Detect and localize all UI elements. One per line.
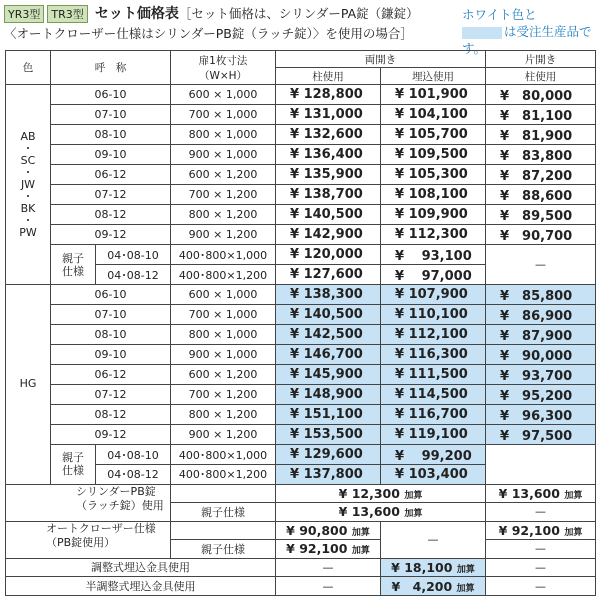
add-label: 加算 [404, 509, 423, 520]
table-row [6, 405, 596, 425]
title-note: ［セット価格は、シリンダーPA錠（鎌錠） [178, 6, 419, 21]
model-name: 06-12 [51, 365, 171, 385]
price: ¥ 131,000 [276, 105, 381, 125]
table-row [6, 325, 596, 345]
title-bar [4, 3, 419, 23]
table-row [6, 165, 596, 185]
price: ¥ 90,800 [286, 522, 348, 538]
table-row [6, 245, 596, 265]
price: ¥ 92,100 [498, 522, 560, 538]
na [486, 540, 596, 559]
table-row [6, 445, 596, 465]
table-row [6, 205, 596, 225]
price: ¥ 120,000 [276, 245, 381, 265]
add-label: 加算 [456, 584, 475, 594]
title-note-2: 〈オートクローザー仕様はシリンダーPB錠（ラッチ錠）〉を使用の場合］ [4, 26, 413, 41]
price: ¥ 4,200 [391, 579, 453, 594]
door-size: 400･800×1,200 [171, 265, 276, 285]
blue-swatch [462, 27, 502, 39]
door-size: 700 × 1,000 [171, 305, 276, 325]
price: ¥ 136,400 [276, 145, 381, 165]
door-size: 600 × 1,200 [171, 365, 276, 385]
na [276, 558, 381, 577]
price: ¥ 99,200 [381, 445, 486, 465]
price: ¥ 142,900 [276, 225, 381, 245]
price: ¥ 81,900 [486, 125, 596, 145]
price: ¥ 96,300 [486, 405, 596, 425]
price: ¥ 105,300 [381, 165, 486, 185]
price: ¥ 18,100 [391, 559, 453, 575]
dash: — [535, 560, 546, 574]
price: ¥ 95,200 [486, 385, 596, 405]
table-row [6, 365, 596, 385]
price: ¥ 89,500 [486, 205, 596, 225]
ac-pillar [276, 521, 381, 540]
ac-single [486, 521, 596, 540]
price: ¥ 153,500 [276, 425, 381, 445]
pb-oyako [276, 503, 486, 522]
table-row [6, 345, 596, 365]
price: ¥ 110,100 [381, 305, 486, 325]
model-name: 08-12 [51, 205, 171, 225]
color-cell: AB ・ SC ・ JW ・ BK ・ PW [6, 85, 51, 285]
oyako-label: 親子 仕様 [51, 245, 96, 285]
single-na [486, 445, 596, 485]
model-name: 04･08-12 [96, 265, 171, 285]
price: ¥ 93,700 [486, 365, 596, 385]
col-double: 両開き [276, 51, 486, 68]
price: ¥ 103,400 [381, 465, 486, 485]
dash: — [322, 579, 334, 593]
ac-oyako [276, 540, 381, 559]
price: ¥ 116,300 [381, 345, 486, 365]
door-size: 400･800×1,000 [171, 245, 276, 265]
price: ¥ 13,600 [498, 485, 560, 501]
dash: — [535, 542, 546, 556]
model-tag-yr3: YR3型 [4, 5, 44, 23]
col-size-unit: （W×H） [198, 69, 248, 82]
price: ¥ 142,500 [276, 325, 381, 345]
price: ¥ 127,600 [276, 265, 381, 285]
adj-label: 調整式埋込金具使用 [6, 558, 276, 577]
table-row [6, 85, 596, 105]
price: ¥ 101,900 [381, 85, 486, 105]
price-table [5, 50, 596, 596]
door-size: 400･800×1,200 [171, 465, 276, 485]
col-size [171, 51, 276, 85]
door-size: 800 × 1,000 [171, 325, 276, 345]
price: ¥ 108,100 [381, 185, 486, 205]
table-row [6, 558, 596, 577]
door-size: 400･800×1,000 [171, 445, 276, 465]
price: ¥ 13,600 [338, 504, 400, 520]
col-color: 色 [6, 51, 51, 85]
door-size: 800 × 1,200 [171, 205, 276, 225]
add-label: 加算 [351, 546, 370, 557]
price: ¥ 97,500 [486, 425, 596, 445]
table-row [6, 225, 596, 245]
price: ¥ 93,100 [381, 245, 486, 265]
model-name: 07-12 [51, 185, 171, 205]
model-name: 06-10 [51, 285, 171, 305]
model-name: 06-12 [51, 165, 171, 185]
price: ¥ 105,700 [381, 125, 486, 145]
price: ¥ 90,000 [486, 345, 596, 365]
add-label: 加算 [456, 564, 475, 575]
page-title: セット価格表 [94, 6, 179, 22]
model-name: 09-12 [51, 425, 171, 445]
pb-single [486, 484, 596, 503]
model-name: 09-12 [51, 225, 171, 245]
na [381, 521, 486, 558]
price: ¥ 112,100 [381, 325, 486, 345]
price: ¥ 12,300 [338, 485, 400, 501]
door-size: 900 × 1,000 [171, 145, 276, 165]
price: ¥ 87,200 [486, 165, 596, 185]
price: ¥ 140,500 [276, 305, 381, 325]
add-label: 加算 [351, 527, 370, 538]
door-size: 700 × 1,000 [171, 105, 276, 125]
price: ¥ 145,900 [276, 365, 381, 385]
model-name: 06-10 [51, 85, 171, 105]
col-single-pillar: 柱使用 [486, 68, 596, 85]
price: ¥ 138,300 [276, 285, 381, 305]
na [486, 558, 596, 577]
price: ¥ 109,900 [381, 205, 486, 225]
dash: — [427, 533, 439, 546]
price: ¥ 111,500 [381, 365, 486, 385]
model-name: 07-10 [51, 105, 171, 125]
pb-label: シリンダーPB錠 （ラッチ錠）使用 [6, 484, 171, 521]
door-size: 900 × 1,200 [171, 225, 276, 245]
price: ¥ 109,500 [381, 145, 486, 165]
price: ¥ 119,100 [381, 425, 486, 445]
note-line-2: は受注生産品です。 [462, 24, 592, 56]
door-size: 900 × 1,000 [171, 345, 276, 365]
col-pillar: 柱使用 [276, 68, 381, 85]
model-tag-tr3: TR3型 [47, 5, 87, 23]
table-row [6, 185, 596, 205]
dash: — [322, 560, 334, 574]
table-row [6, 105, 596, 125]
table-row [6, 305, 596, 325]
table-row [6, 385, 596, 405]
model-name: 08-10 [51, 325, 171, 345]
price: ¥ 107,900 [381, 285, 486, 305]
price: ¥ 92,100 [286, 541, 348, 557]
table-row [6, 145, 596, 165]
price: ¥ 112,300 [381, 225, 486, 245]
dash: — [535, 579, 546, 593]
add-label: 加算 [564, 527, 583, 538]
ac-label: オートクローザー仕様 （PB錠使用） [6, 521, 171, 558]
single-na: — [486, 245, 596, 285]
price: ¥ 81,100 [486, 105, 596, 125]
model-name: 08-12 [51, 405, 171, 425]
col-embed: 埋込使用 [381, 68, 486, 85]
table-row [6, 577, 596, 596]
price: ¥ 138,700 [276, 185, 381, 205]
price: ¥ 86,900 [486, 305, 596, 325]
na [486, 577, 596, 596]
model-name: 04･08-10 [96, 245, 171, 265]
price: ¥ 116,700 [381, 405, 486, 425]
oyako-label: 親子 仕様 [51, 445, 96, 485]
price: ¥ 114,500 [381, 385, 486, 405]
na [276, 577, 381, 596]
price: ¥ 137,800 [276, 465, 381, 485]
oyako-label: 親子仕様 [171, 503, 276, 522]
col-single: 片開き [486, 51, 596, 68]
price: ¥ 148,900 [276, 385, 381, 405]
model-name: 07-10 [51, 305, 171, 325]
door-size: 600 × 1,200 [171, 165, 276, 185]
price: ¥ 80,000 [486, 85, 596, 105]
half-label: 半調整式埋込金具使用 [6, 577, 276, 596]
table-row [6, 425, 596, 445]
price: ¥ 129,600 [276, 445, 381, 465]
pb-double [276, 484, 486, 503]
door-size: 700 × 1,200 [171, 185, 276, 205]
oyako-label: 親子仕様 [171, 540, 276, 559]
note-line-1: ホワイト色と [462, 7, 537, 22]
adj-embed [381, 558, 486, 577]
price: ¥ 146,700 [276, 345, 381, 365]
price: ¥ 90,700 [486, 225, 596, 245]
na [486, 503, 596, 522]
color-cell: HG [6, 285, 51, 485]
price: ¥ 151,100 [276, 405, 381, 425]
price: ¥ 83,800 [486, 145, 596, 165]
price: ¥ 135,900 [276, 165, 381, 185]
price: ¥ 87,900 [486, 325, 596, 345]
price: ¥ 128,800 [276, 85, 381, 105]
door-size: 600 × 1,000 [171, 85, 276, 105]
model-name: 09-10 [51, 145, 171, 165]
price: ¥ 104,100 [381, 105, 486, 125]
add-label: 加算 [564, 490, 583, 501]
model-name: 04･08-12 [96, 465, 171, 485]
table-row [6, 484, 596, 503]
model-name: 07-12 [51, 385, 171, 405]
door-size: 800 × 1,000 [171, 125, 276, 145]
price: ¥ 97,000 [381, 265, 486, 285]
door-size: 700 × 1,200 [171, 385, 276, 405]
price: ¥ 88,600 [486, 185, 596, 205]
door-size: 800 × 1,200 [171, 405, 276, 425]
price: ¥ 85,800 [486, 285, 596, 305]
price: ¥ 132,600 [276, 125, 381, 145]
col-size-label: 扉1枚寸法 [198, 54, 248, 67]
col-name: 呼 称 [51, 51, 171, 85]
door-size: 600 × 1,000 [171, 285, 276, 305]
table-row [6, 125, 596, 145]
model-name: 04･08-10 [96, 445, 171, 465]
add-label: 加算 [404, 490, 423, 501]
model-name: 08-10 [51, 125, 171, 145]
price: ¥ 140,500 [276, 205, 381, 225]
model-name: 09-10 [51, 345, 171, 365]
table-row [6, 521, 596, 540]
door-size: 900 × 1,200 [171, 425, 276, 445]
table-row [6, 285, 596, 305]
dash: — [535, 505, 546, 519]
half-embed [381, 577, 486, 596]
